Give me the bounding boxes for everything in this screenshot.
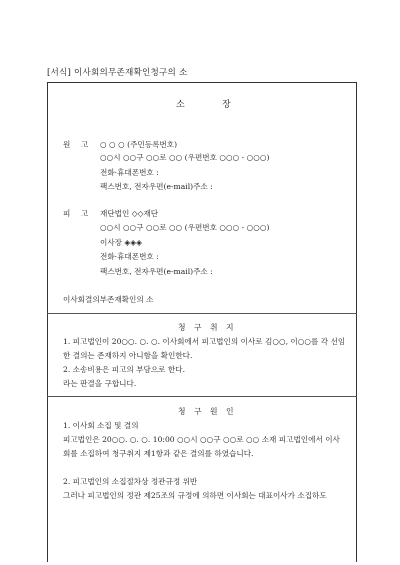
claim-cause-line: 그러나 피고법인의 정관 제25조의 규정에 의하면 이사회는 대표이사가 소집하도 bbox=[63, 491, 327, 500]
title-char-2: 장 bbox=[222, 100, 231, 110]
claim-cause-line: 1. 이사회 소집 및 결의 bbox=[63, 421, 139, 430]
claim-purpose-line: 2. 소송비용은 피고의 부담으로 한다. bbox=[63, 365, 186, 374]
defendant-representative: 이사장 ◈◈◈ bbox=[100, 238, 142, 247]
defendant-address: ○○시 ○○구 ○○로 ○○ (우편번호 ○○○ - ○○○) bbox=[100, 223, 270, 232]
claim-cause-line: 피고법인은 20○○. ○. ○. 10:00 ○○시 ○○구 ○○로 ○○ 소재 피고법인에서 이사 bbox=[63, 435, 340, 444]
claim-purpose-line: 1. 피고법인이 20○○. ○. ○. 이사회에서 피고법인의 이사로 김○○, 이○○를 각 선임 bbox=[63, 337, 346, 346]
claim-purpose-heading: 청 구 취 지 bbox=[178, 323, 237, 332]
plaintiff-address: ○○시 ○○구 ○○로 ○○ (우편번호 ○○○ - ○○○) bbox=[100, 153, 270, 162]
complaint-document bbox=[47, 82, 357, 562]
plaintiff-label-2: 고 bbox=[81, 140, 89, 149]
plaintiff-label-1: 원 bbox=[63, 140, 71, 149]
claim-purpose-line: 라는 판결을 구합니다. bbox=[63, 379, 137, 388]
form-label: [서식] 이사회의무존재확인청구의 소 bbox=[47, 68, 188, 78]
plaintiff-fax: 팩스번호, 전자우편(e-mail)주소 : bbox=[100, 182, 213, 191]
defendant-name: 재단법인 ◇◇재단 bbox=[100, 209, 159, 218]
plaintiff-name: ○ ○ ○ (주민등록번호) bbox=[100, 140, 178, 149]
claim-cause-line: 회를 소집하여 청구취지 제1항과 같은 결의를 하였습니다. bbox=[63, 449, 254, 458]
claim-cause-line: 2. 피고법인의 소집절차상 정관규정 위반 bbox=[63, 477, 198, 486]
defendant-fax: 팩스번호, 전자우편(e-mail)주소 : bbox=[100, 267, 213, 276]
case-name: 이사회결의부존재확인의 소 bbox=[63, 295, 154, 304]
claim-purpose-line: 한 결의는 존재하지 아니함을 확인한다. bbox=[63, 351, 193, 360]
plaintiff-phone: 전화·휴대폰번호 : bbox=[100, 168, 159, 177]
claim-cause-heading: 청 구 원 인 bbox=[178, 407, 237, 416]
section-divider bbox=[47, 396, 357, 397]
defendant-label-2: 고 bbox=[81, 209, 89, 218]
defendant-phone: 전화·휴대폰번호 : bbox=[100, 252, 159, 261]
section-divider bbox=[47, 313, 357, 314]
defendant-label-1: 피 bbox=[63, 209, 71, 218]
title-char-1: 소 bbox=[176, 100, 185, 110]
